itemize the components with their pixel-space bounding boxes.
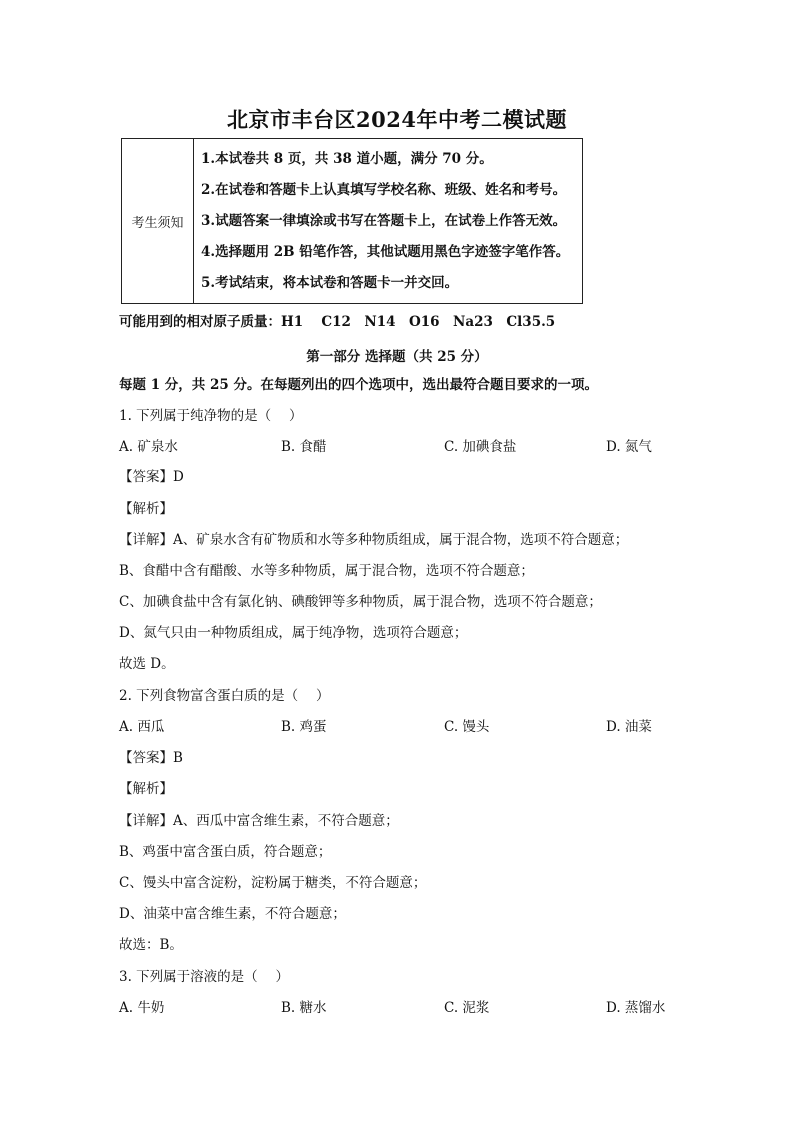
question-2-detail: D、油菜中富含维生素，不符合题意； bbox=[119, 906, 346, 922]
question-2-detail: 【详解】A、西瓜中富含维生素，不符合题意； bbox=[119, 813, 399, 829]
question-1-detail: C、加碘食盐中含有氯化钠、碘酸钾等多种物质，属于混合物，选项不符合题意； bbox=[119, 594, 602, 610]
option-b: B. 鸡蛋 bbox=[281, 719, 327, 735]
question-1-conclusion: 故选 D。 bbox=[119, 656, 175, 672]
option-d: D. 油菜 bbox=[606, 719, 652, 735]
section-instruction: 每题 1 分，共 25 分。在每题列出的四个选项中，选出最符合题目要求的一项。 bbox=[119, 377, 598, 393]
question-1-detail: B、食醋中含有醋酸、水等多种物质，属于混合物，选项不符合题意； bbox=[119, 563, 534, 579]
option-b: B. 食醋 bbox=[281, 439, 327, 455]
question-2-options bbox=[119, 718, 679, 736]
question-1-stem: 1. 下列属于纯净物的是（ ） bbox=[119, 408, 303, 424]
question-2-detail: B、鸡蛋中富含蛋白质，符合题意； bbox=[119, 844, 332, 860]
candidate-notice-table bbox=[121, 138, 583, 304]
question-1-detail: D、氮气只由一种物质组成，属于纯净物，选项符合题意； bbox=[119, 625, 468, 641]
option-c: C. 泥浆 bbox=[444, 1000, 490, 1016]
question-2-analysis-label: 【解析】 bbox=[119, 781, 173, 797]
notice-items bbox=[201, 149, 581, 304]
option-a: A. 牛奶 bbox=[119, 1000, 165, 1016]
option-a: A. 西瓜 bbox=[119, 719, 165, 735]
option-a: A. 矿泉水 bbox=[119, 439, 178, 455]
question-1-detail: 【详解】A、矿泉水含有矿物质和水等多种物质组成，属于混合物，选项不符合题意； bbox=[119, 532, 629, 548]
question-1-options bbox=[119, 438, 679, 456]
option-c: C. 加碘食盐 bbox=[444, 439, 517, 455]
notice-item: 5.考试结束，将本试卷和答题卡一并交回。 bbox=[201, 275, 459, 291]
question-3-stem: 3. 下列属于溶液的是（ ） bbox=[119, 969, 289, 985]
option-c: C. 馒头 bbox=[444, 719, 490, 735]
question-1-analysis-label: 【解析】 bbox=[119, 501, 173, 517]
option-b: B. 糖水 bbox=[281, 1000, 327, 1016]
option-d: D. 氮气 bbox=[606, 439, 652, 455]
question-3-options bbox=[119, 999, 679, 1017]
question-2-detail: C、馒头中富含淀粉，淀粉属于糖类，不符合题意； bbox=[119, 875, 427, 891]
exam-title: 北京市丰台区2024年中考二模试题 bbox=[227, 107, 567, 132]
question-2-answer: 【答案】B bbox=[119, 750, 183, 766]
atomic-masses: 可能用到的相对原子质量：H1 C12 N14 O16 Na23 Cl35.5 bbox=[119, 314, 556, 330]
section-title: 第一部分 选择题（共 25 分） bbox=[306, 349, 488, 365]
notice-item: 1.本试卷共 8 页，共 38 道小题，满分 70 分。 bbox=[201, 151, 493, 167]
notice-item: 2.在试卷和答题卡上认真填写学校名称、班级、姓名和考号。 bbox=[201, 182, 567, 198]
question-1-answer: 【答案】D bbox=[119, 469, 184, 485]
question-2-conclusion: 故选：B。 bbox=[119, 937, 183, 953]
notice-item: 3.试题答案一律填涂或书写在答题卡上，在试卷上作答无效。 bbox=[201, 213, 567, 229]
option-d: D. 蒸馏水 bbox=[606, 1000, 666, 1016]
notice-label: 考生须知 bbox=[122, 139, 194, 303]
question-2-stem: 2. 下列食物富含蛋白质的是（ ） bbox=[119, 688, 330, 704]
notice-item: 4.选择题用 2B 铅笔作答，其他试题用黑色字迹签字笔作答。 bbox=[201, 244, 570, 260]
